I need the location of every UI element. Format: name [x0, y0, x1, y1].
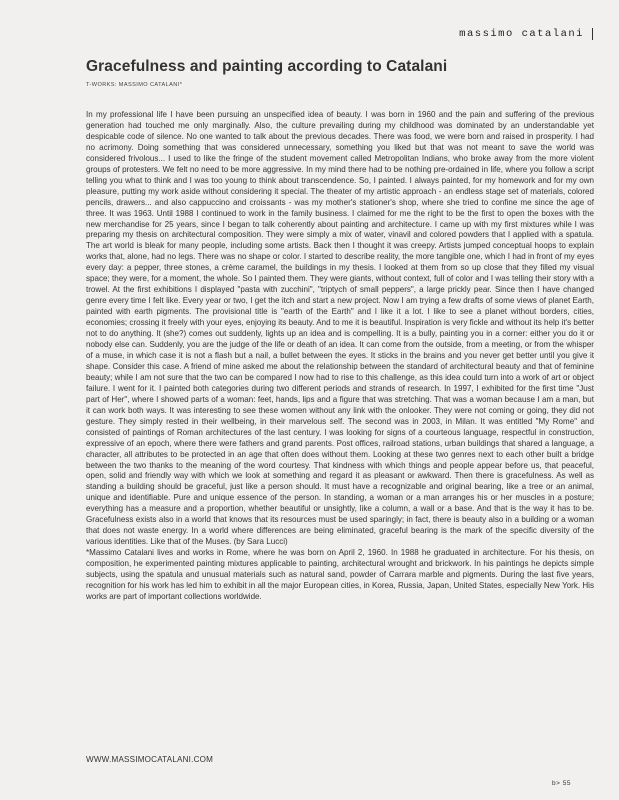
author-footnote: *Massimo Catalani lives and works in Rome, where he was born on April 2, 1960. In 1988 he graduated in architecture. For his thesis, on composition, he experimented painting mixtures applicable to painting, architectural wrought and brickwork. In his paintings he depicts simple subjects, using the spatula and unusual materials such as natural sand, powder of Carrara marble and pigments. During the last five years, recognition for his work has led him to exhibit in all the major European cities, in Korea, Russia, Japan, United States, especially New York. His works are part of important collections worldwide.: [86, 548, 594, 601]
page-number: b> 55: [552, 780, 571, 787]
website-url[interactable]: WWW.MASSIMOCATALANI.COM: [86, 755, 214, 764]
running-head: massimo catalani: [459, 28, 593, 40]
article-credit: T-WORKS: MASSIMO CATALANI*: [86, 82, 183, 88]
article-title: Gracefulness and painting according to Catalani: [86, 58, 448, 75]
article-body-text: In my professional life I have been pursuing an unspecified idea of beauty. I was born in 1960 and the pain and suffering of the previous generation had touched me only marginally. Also, the culture prevailing during my childhood was dominated by an understandable yet despicable code of silence. No one wanted to talk about the previous decades. There was food, we were born and raised in prosperity. I had no acrimony. Doing something that was considered unnecessary, something you liked but that was not meant to save the world was considered frivolous... I used to like the fringe of the student movement called Metropolitan Indians, who broke away from the more violent groups of protesters. We felt no need to be more aggressive. In my mind there had to be nothing pre-ordained in life, where you follow a script telling you what to think and I was too young to think about transcendence. So, I painted. I always painted, for my homework and for my own pleasure, putting my work aside without considering it special. The theater of my artistic approach - an endless stage set of materials, colored pencils, drawers... and also cappuccino and croissants - was my mother's stationer's shop, where she tried to confine me since the age of three. It was 1963. Until 1988 I continued to work in the family business. I claimed for me the right to be the first to open the boxes with the new merchandise for 25 years, since I began to talk coherently about painting and architecture. I came up with my first mixtures while I was preparing my thesis on architectural composition. They were simply a mix of water, vinavil and colored powders that I applied with a spatula. The art world is bleak for many people, including some artists. Back then I thought it was creepy. Artists jumped conceptual hoops to explain works that, alone, had no legs. There was no shape or color. I started to describe reality, the more tangible one, which I had in front of my eyes every day: a pepper, three stones, a crème caramel, the buildings in my thesis. I looked at them from so up close that they filled my visual space; they were, for a moment, the whole. So I painted them. They were giants, without context, full of color and I was telling their story with a trowel. At the first exhibitions I displayed "pasta with zucchini", "triptych of small peppers", a large prickly pear. Since then I have changed genre every time I felt like. Every year or two, I get the itch and start a new project. Now I am trying a few drafts of some views of planet Earth, painted with earth pigments. The provisional title is "earth of the Earth" and I like it a lot. I like to see a planet without borders, cities, economies; crossing it freely with your eyes, enjoying its beauty. And to me it is beautiful. Inspiration is very fickle and without its help it's better not to do anything. It (she?) comes out suddenly, lights up an idea and is compelling. It is a bully, painting you in a corner: either you do it or nobody else can. Suddenly, you are the judge of the life or death of an idea. It can come from the outside, from a meeting, or from the whisper of a muse, in which case it is not a flash but a nail, a bullet between the eyes. It sticks in the brains and you never get better until you give it shape. Consider this case. A friend of mine asked me about the relationship between the standard of architectural beauty and that of feminine beauty; while I am not sure that the two can be compared I now had to rise to this challenge, as this idea could turn into a work of art or object failure. I went for it. I painted both categories during two different periods and strands of research. In 1997, I exhibited for the first time "Just part of Her", where I showed parts of a woman: feet, hands, lips and a figure that was stretching. That was a woman because I am a man, but it can work both ways. It was interesting to see these women without any link with the onlooker. They were not coming or going, they did not gesture. They simply rested in their wellbeing, in their marvelous self. The second was in 2003, in Milan. It was entitled "My Rome" and consisted of paintings of Roman architectures of the last century. I was looking for signs of a courteous language, respectful in construction, expressive of an epoch, where there were fathers and grand parents. Post offices, railroad stations, urban buildings that shared a language, a character, all attributes to be protected in an age that often does without them. Looking at these two genres next to each other built a bridge between the two thanks to the meaning of the word courtesy. That kindness with which things and people appear before us, that peaceful, open, solid and friendly way with which we look at something and regard it as pleasant or awkward. Then there is gracefulness. As well as standing a building should be graceful, just like a person should. It must have a recognizable and original bearing, like a tree or an animal, unique and identifiable. Pure and unique essence of the person. In standing, a woman or a man arranges his or her muscles in a posture; everything has a measure and a proportion, whether beautiful or unsightly, like a column, a wall or a base. And that is the way it has to be. Gracefulness exists also in a world that knows that its resources must be used sparingly; in fact, there is beauty also in a building or a woman that does not waste energy. In a world where differences are being eliminated, graceful bearing is the mark of the specific diversity of the various identities. Like that of the Muses. (by Sara Lucci): [86, 110, 594, 547]
article-body: [86, 110, 594, 603]
